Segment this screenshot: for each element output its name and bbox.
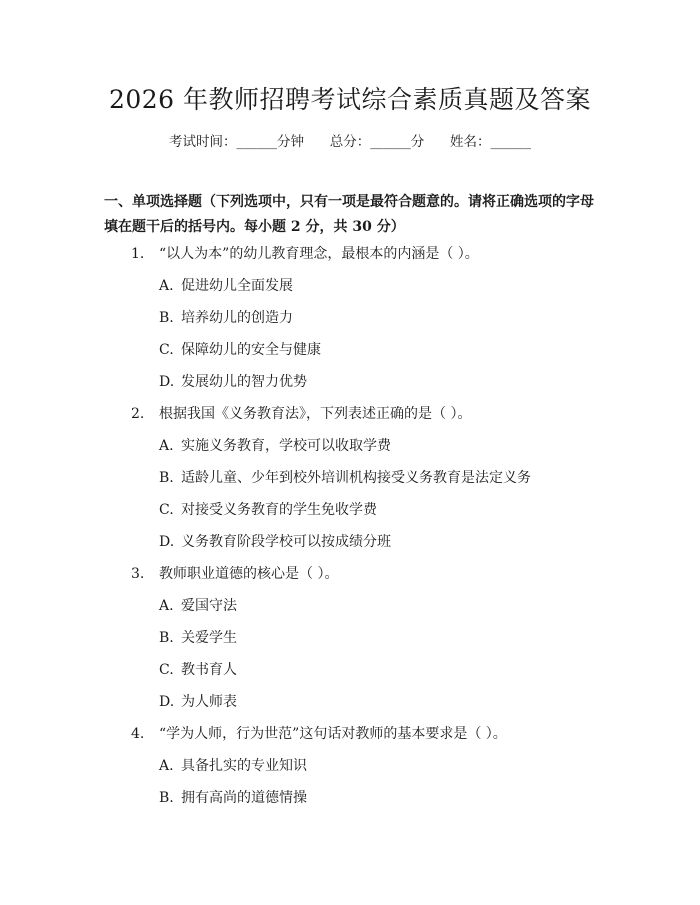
question-stem: “学为人师，行为世范”这句话对教师的基本要求是（ ）。	[159, 726, 507, 742]
option-letter: B.	[159, 790, 174, 806]
option-text: 关爱学生	[181, 630, 237, 646]
question-number: 2.	[131, 406, 145, 422]
option-text: 拥有高尚的道德情操	[181, 790, 307, 806]
question-number: 3.	[131, 566, 145, 582]
option-text: 培养幼儿的创造力	[181, 310, 293, 326]
option-letter: B.	[159, 470, 174, 486]
question-3-option-d	[159, 692, 237, 712]
option-text: 爱国守法	[181, 598, 237, 614]
option-text: 保障幼儿的安全与健康	[181, 342, 321, 358]
section-heading: 一、单项选择题（下列选项中，只有一项是最符合题意的。请将正确选项的字母填在题干后的括号内。每小题 2 分，共 30 分）	[104, 194, 594, 235]
option-text: 义务教育阶段学校可以按成绩分班	[181, 534, 391, 550]
question-stem: 根据我国《义务教育法》，下列表述正确的是（ ）。	[159, 406, 472, 422]
question-number: 4.	[131, 726, 145, 742]
option-letter: A.	[159, 598, 174, 614]
option-text: 对接受义务教育的学生免收学费	[181, 502, 377, 518]
question-4	[131, 724, 507, 744]
option-letter: B.	[159, 630, 174, 646]
question-number: 1.	[131, 246, 145, 262]
option-text: 促进幼儿全面发展	[181, 278, 293, 294]
option-letter: C.	[159, 342, 174, 358]
option-text: 教书育人	[181, 662, 237, 678]
option-letter: D.	[159, 694, 175, 710]
question-3-option-b	[159, 628, 237, 648]
option-text: 适龄儿童、少年到校外培训机构接受义务教育是法定义务	[181, 470, 531, 486]
option-text: 发展幼儿的智力优势	[181, 374, 307, 390]
exam-info-line: 考试时间：______分钟 总分：______分 姓名：______	[169, 134, 531, 150]
question-4-option-a	[159, 756, 307, 776]
question-2-option-d	[159, 532, 391, 552]
question-2-option-a	[159, 436, 391, 456]
option-text: 具备扎实的专业知识	[181, 758, 307, 774]
question-stem: 教师职业道德的核心是（ ）。	[159, 566, 339, 582]
option-text: 为人师表	[181, 694, 237, 710]
option-letter: A.	[159, 438, 174, 454]
question-1-option-c	[159, 340, 321, 360]
question-1-option-a	[159, 276, 293, 296]
question-4-option-b	[159, 788, 307, 808]
question-2-option-b	[159, 468, 531, 488]
option-letter: A.	[159, 758, 174, 774]
option-letter: D.	[159, 374, 175, 390]
question-1-option-b	[159, 308, 293, 328]
option-letter: D.	[159, 534, 175, 550]
question-3	[131, 564, 338, 584]
question-1-option-d	[159, 372, 307, 392]
option-letter: C.	[159, 662, 174, 678]
question-stem: “以人为本”的幼儿教育理念，最根本的内涵是（ ）。	[159, 246, 479, 262]
question-2-option-c	[159, 500, 377, 520]
question-3-option-a	[159, 596, 237, 616]
question-3-option-c	[159, 660, 237, 680]
question-1	[131, 244, 479, 264]
option-letter: A.	[159, 278, 174, 294]
question-2	[131, 404, 471, 424]
page-title: 2026 年教师招聘考试综合素质真题及答案	[108, 85, 592, 114]
option-letter: C.	[159, 502, 174, 518]
option-text: 实施义务教育，学校可以收取学费	[181, 438, 391, 454]
option-letter: B.	[159, 310, 174, 326]
